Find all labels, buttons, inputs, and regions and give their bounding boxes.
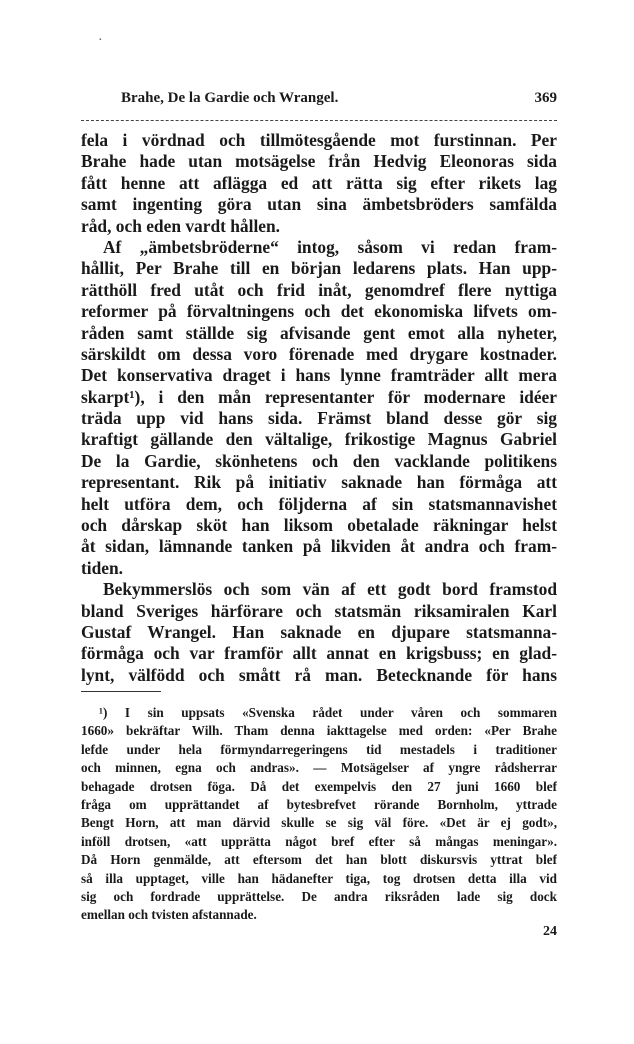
- text-line: lynt, välfödd och smått rå man. Betecknande för hans: [81, 664, 557, 685]
- text-line: skarpt¹), i den mån representanter för modernare idéer: [81, 386, 557, 407]
- footnote-line: emellan och tvisten afstannade.: [81, 907, 257, 923]
- text-line: kraftigt gällande den vältalige, frikostige Magnus Gabriel: [81, 429, 557, 450]
- footnote: [81, 704, 557, 925]
- top-mark: ·: [98, 33, 103, 48]
- footnote-line: Då Horn genmälde, att eftersom det han blott diskursvis yttrat blef: [81, 852, 557, 868]
- text-line: samt ingenting göra utan sina ämbetsbröders samfälda: [81, 194, 557, 215]
- text-line: fela i vördnad och tillmötesgående mot furstinnan. Per: [81, 130, 557, 150]
- footnote-line: inföll drotsen, «att upprätta något bref efter så mångas meningar».: [81, 833, 557, 849]
- text-line: och dårskap sköt han liksom obetalade räkningar helst: [81, 515, 557, 536]
- header-rule: [81, 120, 557, 121]
- text-line: Bekymmerslös och som vän af ett godt bord framstod: [103, 579, 557, 600]
- footnote-line: så illa upptaget, ville han hädanefter tiga, tog drotsen detta illa vid: [81, 870, 557, 886]
- footnote-line: Bengt Horn, att man därvid skulle se sig väl före. «Det är ej godt»,: [81, 815, 557, 831]
- signature-mark: 24: [543, 924, 557, 939]
- footnote-line: fråga om upprättandet af bytesbrefvet rörande Bornholm, yttrade: [81, 796, 557, 812]
- text-line: hållit, Per Brahe till en början ledarens plats. Han upp-: [81, 258, 557, 279]
- text-line: Det konservativa draget i hans lynne framträder allt mera: [81, 365, 557, 386]
- text-line: rätthöll fred utåt och frid inåt, genomdref flere nyttiga: [81, 279, 557, 300]
- text-line: åt sidan, lämnande tanken på likviden åt andra och fram-: [81, 536, 557, 557]
- footnote-line: sig och fordrade upprättelse. De andra riksråden lade sig dock: [81, 888, 557, 904]
- text-line: representant. Rik på initiativ saknade han förmåga att: [81, 472, 557, 493]
- text-line: De la Gardie, skönhetens och den vacklande politikens: [81, 450, 557, 471]
- text-line: Gustaf Wrangel. Han saknade en djupare statsmanna-: [81, 621, 557, 642]
- text-line: förmåga och var framför allt annat en krigsbuss; en glad-: [81, 643, 557, 664]
- text-line: bland Sveriges härförare och statsmän riksamiralen Karl: [81, 600, 557, 621]
- footnote-line: behagade drotsen föga. Då det exempelvis den 27 juni 1660 blef: [81, 778, 557, 794]
- text-line: reformer på förvaltningens och det ekonomiska lifvets om-: [81, 301, 557, 322]
- text-line: Brahe hade utan motsägelse från Hedvig Eleonoras sida: [81, 151, 557, 172]
- text-line: Af „ämbetsbröderne“ intog, såsom vi redan fram-: [103, 236, 557, 257]
- main-text: [81, 130, 557, 686]
- text-line: fått henne att aflägga ed att rätta sig efter rikets lag: [81, 172, 557, 193]
- footnote-line: och minnen, egna och andras». — Motsägelser af yngre rådsherrar: [81, 760, 557, 776]
- page-number: 369: [534, 90, 557, 106]
- text-line: helt utföra dem, och följderna af sin statsmannavishet: [81, 493, 557, 514]
- text-line: tiden.: [81, 557, 124, 578]
- footnote-line: 1660» bekräftar Wilh. Tham denna iakttagelse med orden: «Per Brahe: [81, 723, 557, 739]
- text-line: råden samt ställde sig afvisande gent emot alla nyheter,: [81, 322, 557, 343]
- text-line: råd, och eden vardt hållen.: [81, 215, 281, 236]
- footnote-line: lefde under hela förmyndarregeringens tid mestadels i traditioner: [81, 741, 557, 757]
- footnote-rule: [81, 691, 161, 692]
- text-line: särskildt om dessa voro förenade med drygare kostnader.: [81, 343, 557, 364]
- running-header: [81, 90, 557, 112]
- running-title: Brahe, De la Gardie och Wrangel.: [121, 90, 339, 106]
- footnote-line: ¹) I sin uppsats «Svenska rådet under våren och sommaren: [99, 705, 557, 720]
- text-line: träda upp vid hans sida. Främst bland desse gör sig: [81, 408, 557, 429]
